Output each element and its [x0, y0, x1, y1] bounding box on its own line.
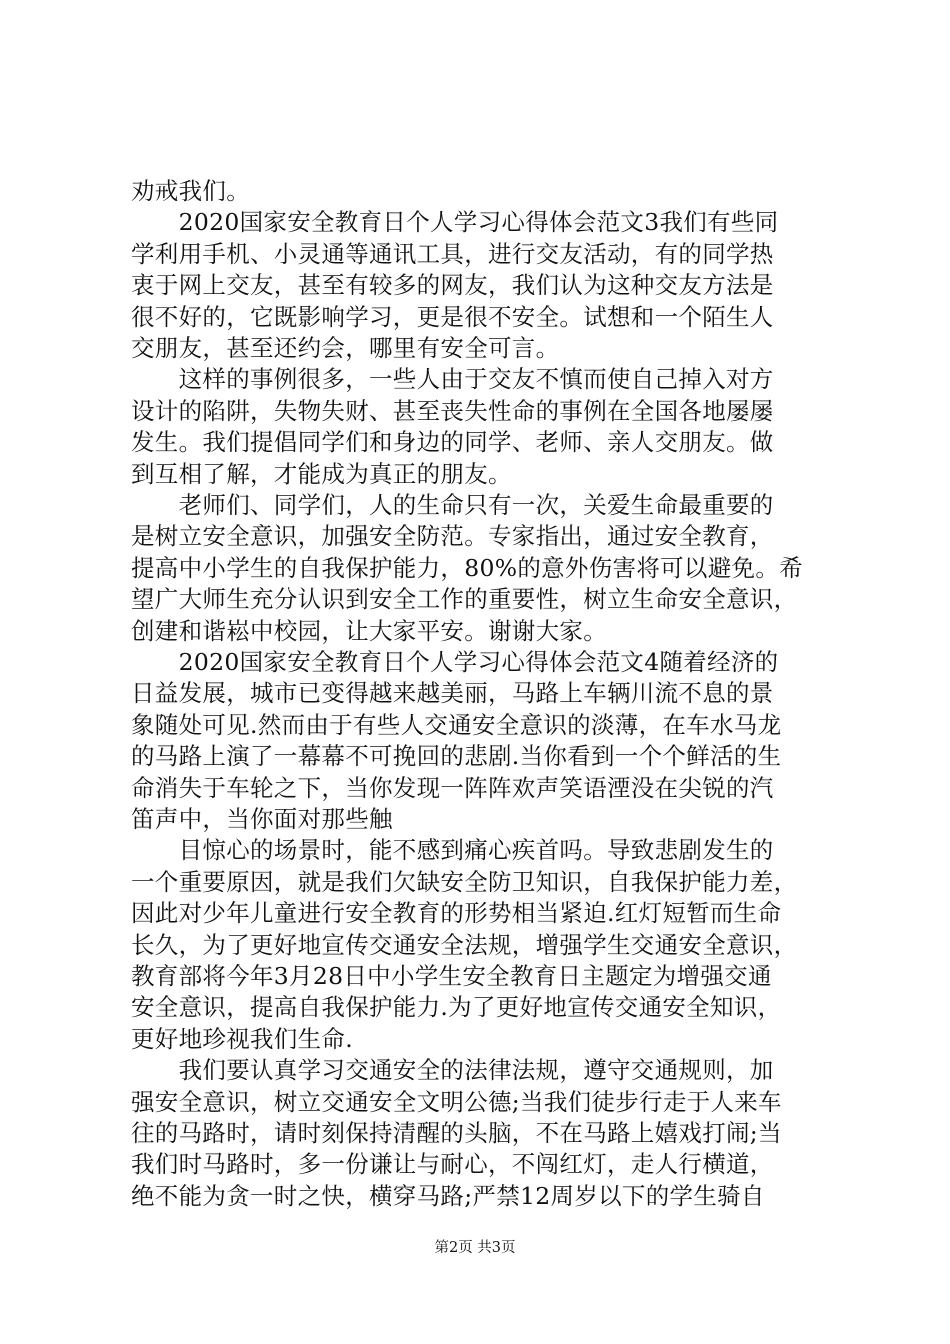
- text-line: 衷于网上交友，甚至有较多的网友，我们认为这种交友方法是: [131, 271, 774, 300]
- text-line: 2020国家安全教育日个人学习心得体会范文4随着经济的: [131, 648, 779, 676]
- text-line: 发生。我们提倡同学们和身边的同学、老师、亲人交朋友。做: [131, 428, 774, 457]
- text-line: 一个重要原因，就是我们欠缺安全防卫知识，自我保护能力差，: [131, 867, 798, 896]
- text-line: 这样的事例很多，一些人由于交友不慎而使自己掉入对方: [131, 365, 774, 394]
- text-line: 学利用手机、小灵通等通讯工具，进行交友活动，有的同学热: [131, 239, 774, 268]
- text-line: 老师们、同学们，人的生命只有一次，关爱生命最重要的: [131, 491, 774, 519]
- text-line: 我们时马路时，多一份谦让与耐心，不闯红灯，走人行横道，: [131, 1150, 774, 1179]
- text-line: 提高中小学生的自我保护能力，80%的意外伤害将可以避免。希: [131, 553, 803, 582]
- text-line: 目惊心的场景时，能不感到痛心疾首吗。导致悲剧发生的: [131, 836, 774, 865]
- text-line: 命消失于车轮之下，当你发现一阵阵欢声笑语湮没在尖锐的汽: [131, 773, 774, 802]
- text-line: 因此对少年儿童进行安全教育的形势相当紧迫.红灯短暂而生命: [131, 899, 782, 928]
- text-line: 劝戒我们。: [131, 177, 250, 205]
- text-line: 的马路上演了一幕幕不可挽回的悲剧.当你看到一个个鲜活的生: [131, 742, 782, 771]
- text-line: 创建和谐崧中校园，让大家平安。谢谢大家。: [131, 616, 607, 645]
- text-line: 很不好的，它既影响学习，更是很不安全。试想和一个陌生人: [131, 302, 774, 331]
- text-line: 笛声中，当你面对那些触: [131, 805, 393, 833]
- page-footer: 第2页 共3页: [434, 1240, 516, 1256]
- text-line: 绝不能为贪一时之快，横穿马路;严禁12周岁以下的学生骑自: [131, 1181, 765, 1210]
- text-line: 日益发展，城市已变得越来越美丽，马路上车辆川流不息的景: [131, 679, 774, 708]
- text-line: 交朋友，甚至还约会，哪里有安全可言。: [131, 334, 560, 362]
- text-line: 长久，为了更好地宣传交通安全法规，增强学生交通安全意识，: [131, 930, 798, 959]
- text-line: 更好地珍视我们生命.: [131, 1024, 353, 1053]
- text-line: 2020国家安全教育日个人学习心得体会范文3我们有些同: [131, 208, 779, 237]
- text-line: 象随处可见.然而由于有些人交通安全意识的淡薄，在车水马龙: [131, 710, 782, 739]
- text-line: 往的马路时，请时刻保持清醒的头脑，不在马路上嬉戏打闹;当: [131, 1119, 782, 1147]
- text-line: 强安全意识，树立交通安全文明公德;当我们徒步行走于人来车: [131, 1087, 782, 1116]
- text-line: 我们要认真学习交通安全的法律法规，遵守交通规则，加: [131, 1056, 774, 1085]
- text-line: 教育部将今年3月28日中小学生安全教育日主题定为增强交通: [131, 962, 772, 990]
- text-line: 安全意识，提高自我保护能力.为了更好地宣传交通安全知识，: [131, 993, 782, 1022]
- text-line: 设计的陷阱，失物失财、甚至丧失性命的事例在全国各地屡屡: [131, 396, 774, 425]
- text-line: 到互相了解，才能成为真正的朋友。: [131, 459, 512, 488]
- text-line: 是树立安全意识，加强安全防范。专家指出，通过安全教育，: [131, 522, 774, 551]
- text-line: 望广大师生充分认识到安全工作的重要性，树立生命安全意识，: [131, 585, 798, 614]
